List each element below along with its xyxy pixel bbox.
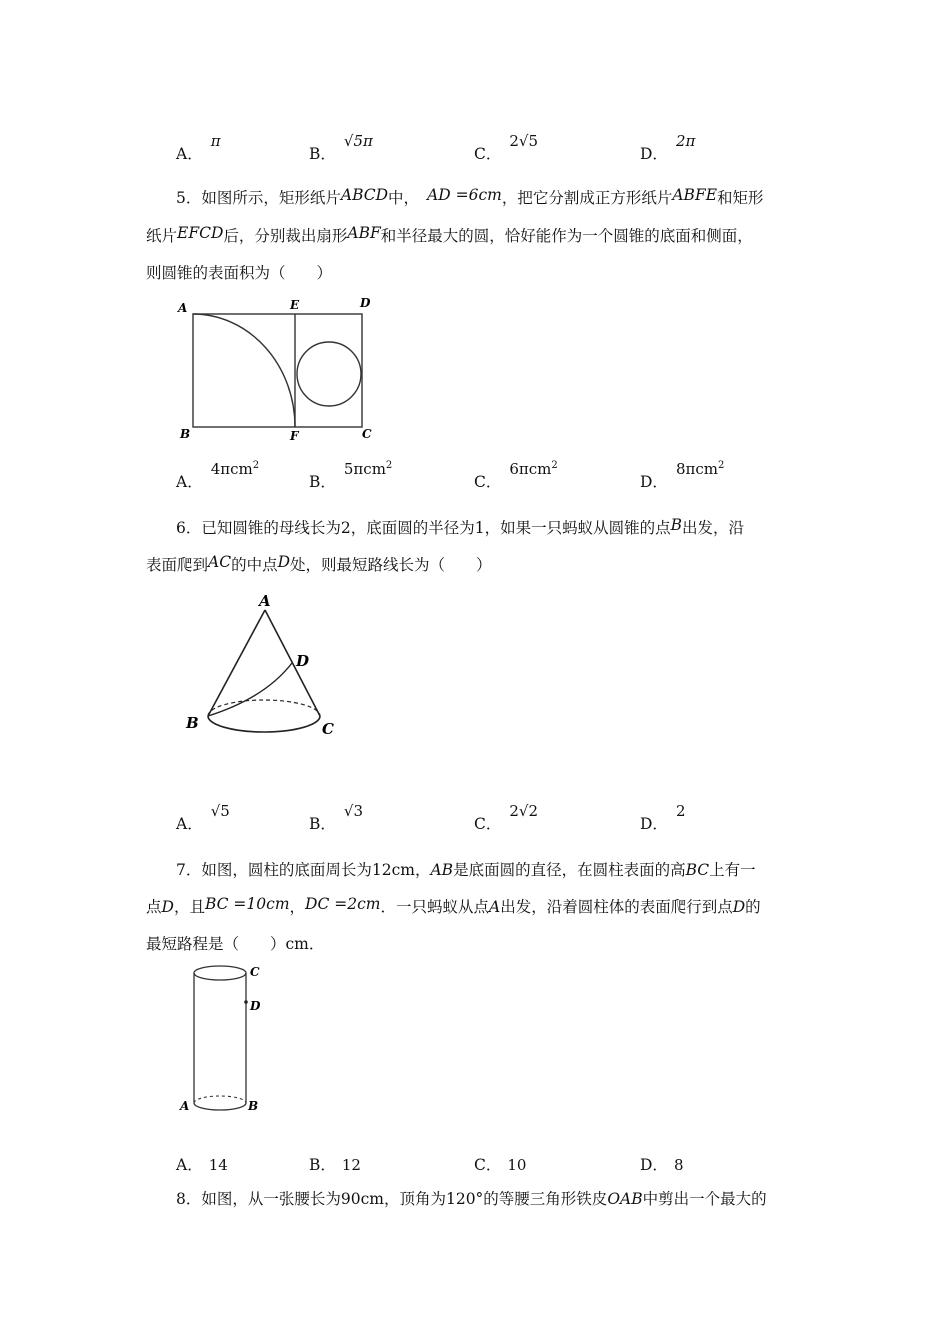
- option-label: C．: [474, 1156, 502, 1174]
- label-c: C: [322, 720, 334, 738]
- q7-text: 的: [745, 898, 761, 916]
- option-label: C．: [474, 145, 502, 163]
- option-label: A．: [176, 815, 203, 833]
- q4-option-c[interactable]: [474, 132, 539, 164]
- q5-rectangle-figure: [172, 292, 372, 442]
- q6-text: 处，则最短路线长为（ ）: [290, 556, 492, 574]
- q4-option-b[interactable]: [309, 132, 373, 164]
- q4-option-d[interactable]: [640, 132, 696, 164]
- option-value: [676, 460, 724, 478]
- math-b: B: [670, 516, 682, 534]
- q5-text: 和半径最大的圆，恰好能作为一个圆锥的底面和侧面，: [380, 227, 753, 245]
- q7-text: 7．如图，圆柱的底面周长为12cm，: [176, 861, 431, 879]
- q8-line-1: [176, 1189, 767, 1209]
- inscribed-circle: [297, 342, 361, 406]
- math-abfe: ABFE: [672, 186, 718, 204]
- q5-text: 和矩形: [717, 189, 764, 207]
- q6-option-d[interactable]: [640, 802, 686, 834]
- math-d: D: [277, 553, 291, 571]
- q7-option-c[interactable]: [474, 1153, 526, 1175]
- cone-base-back: [208, 700, 320, 716]
- q7-text: ，: [289, 898, 306, 916]
- q6-option-a[interactable]: [176, 802, 230, 834]
- option-value: 2: [675, 802, 686, 820]
- math-d: D: [161, 898, 174, 916]
- option-value: 2√5: [509, 132, 539, 150]
- q6-text: 出发，沿: [681, 519, 744, 537]
- label-b: B: [186, 714, 199, 732]
- q7-option-b[interactable]: [309, 1153, 361, 1175]
- label-d: D: [250, 999, 261, 1013]
- option-value: [211, 460, 259, 478]
- q6-cone-figure: [180, 588, 350, 748]
- label-f: F: [290, 429, 299, 442]
- q6-text: 6．已知圆锥的母线长为2，底面圆的半径为1，如果一只蚂蚁从圆锥的点: [176, 519, 671, 537]
- q6-line-2: [146, 555, 492, 575]
- option-label: D．: [640, 1156, 668, 1174]
- q7-cylinder-figure: [176, 960, 276, 1120]
- label-d: D: [296, 652, 310, 670]
- cylinder-top: [194, 966, 246, 980]
- math-d: D: [732, 898, 746, 916]
- option-label: B．: [309, 473, 336, 491]
- shortest-path-bd: [208, 663, 292, 716]
- option-number: 6πcm: [509, 460, 552, 478]
- math-bc-eq: BC =10cm: [204, 895, 290, 913]
- option-label: A．: [176, 1156, 203, 1174]
- option-value: √3: [343, 802, 363, 820]
- math-dc-eq: DC =2cm: [305, 895, 381, 913]
- math-efcd: EFCD: [177, 224, 224, 242]
- q5-option-c[interactable]: [474, 460, 558, 492]
- q7-text: ．一只蚂蚁从点: [380, 898, 490, 916]
- label-e: E: [290, 298, 300, 312]
- q7-text: 点: [146, 898, 162, 916]
- option-value: √5π: [343, 132, 373, 150]
- q5-option-d[interactable]: [640, 460, 725, 492]
- label-d: D: [360, 296, 371, 310]
- option-value: 10: [507, 1156, 527, 1174]
- q5-option-b[interactable]: [309, 460, 393, 492]
- option-label: C．: [474, 473, 502, 491]
- cone-base-front: [208, 716, 320, 732]
- label-c: C: [362, 427, 372, 441]
- q5-text: 后，分别裁出扇形: [223, 227, 348, 245]
- math-ab: AB: [430, 861, 454, 879]
- option-value: √5: [210, 802, 230, 820]
- cone-slant-ab: [208, 610, 265, 716]
- option-exponent: 2: [252, 460, 260, 471]
- option-label: B．: [309, 1156, 336, 1174]
- option-value: π: [210, 132, 221, 150]
- rectangle-abcd: [193, 314, 362, 427]
- q6-text: 表面爬到: [146, 556, 209, 574]
- option-value: 8: [673, 1156, 684, 1174]
- q5-line-1: [176, 188, 764, 208]
- option-exponent: 2: [385, 460, 393, 471]
- math-a: A: [489, 898, 501, 916]
- q4-option-a[interactable]: [176, 132, 221, 164]
- q7-line-1: [176, 860, 756, 880]
- q5-text: 纸片: [146, 227, 178, 245]
- q7-line-3: 最短路程是（ ）cm．: [146, 935, 325, 953]
- q5-option-a[interactable]: [176, 460, 260, 492]
- option-label: D．: [640, 815, 668, 833]
- q6-text: 的中点: [231, 556, 278, 574]
- q6-line-1: [176, 518, 744, 538]
- math-oab: OAB: [607, 1190, 643, 1208]
- cylinder-base-back: [194, 1096, 246, 1103]
- option-label: D．: [640, 473, 668, 491]
- option-value: [344, 460, 392, 478]
- math-ac: AC: [208, 553, 232, 571]
- option-value: 2√2: [509, 802, 539, 820]
- sector-arc-abf: [193, 314, 295, 427]
- option-label: B．: [309, 815, 336, 833]
- option-value: 12: [341, 1156, 361, 1174]
- option-label: D．: [640, 145, 668, 163]
- option-label: A．: [176, 473, 203, 491]
- option-number: 8πcm: [675, 460, 718, 478]
- label-b: B: [180, 427, 191, 441]
- q5-text: ，把它分割成正方形纸片: [501, 189, 673, 207]
- q8-text: 中剪出一个最大的: [642, 1190, 767, 1208]
- q7-text: 上有一: [709, 861, 756, 879]
- label-a: A: [178, 301, 188, 315]
- math-ad-eq: AD =6cm: [427, 186, 502, 204]
- option-label: C．: [474, 815, 502, 833]
- math-abcd: ABCD: [340, 186, 389, 204]
- q5-text: 中，: [388, 189, 420, 207]
- q6-option-b[interactable]: [309, 802, 363, 834]
- q7-text: 是底面圆的直径，在圆柱表面的高: [453, 861, 686, 879]
- q5-line-3: 则圆锥的表面积为（ ）: [146, 264, 333, 282]
- option-label: B．: [309, 145, 336, 163]
- option-exponent: 2: [551, 460, 558, 471]
- option-exponent: 2: [717, 460, 725, 471]
- label-b: B: [248, 1099, 259, 1113]
- q7-text: 出发，沿着圆柱体的表面爬行到点: [500, 898, 733, 916]
- option-number: 5πcm: [343, 460, 386, 478]
- q5-line-2: [146, 226, 753, 246]
- option-value: [509, 460, 557, 478]
- option-value: 2π: [675, 132, 696, 150]
- label-a: A: [180, 1099, 190, 1113]
- label-a: A: [259, 592, 271, 610]
- label-c: C: [250, 965, 260, 979]
- q5-text: 5．如图所示，矩形纸片: [176, 189, 341, 207]
- option-label: A．: [176, 145, 203, 163]
- math-abf: ABF: [347, 224, 381, 242]
- q7-option-d[interactable]: [640, 1153, 683, 1175]
- q7-text: ，且: [173, 898, 205, 916]
- math-bc: BC: [685, 861, 710, 879]
- option-number: 4πcm: [210, 460, 253, 478]
- option-value: 14: [208, 1156, 228, 1174]
- point-d: [244, 1000, 248, 1004]
- q7-line-2: [146, 897, 761, 917]
- q6-option-c[interactable]: [474, 802, 539, 834]
- q7-option-a[interactable]: [176, 1153, 228, 1175]
- cylinder-base-front: [194, 1103, 246, 1110]
- q8-text: 8．如图，从一张腰长为90cm，顶角为120°的等腰三角形铁皮: [176, 1190, 608, 1208]
